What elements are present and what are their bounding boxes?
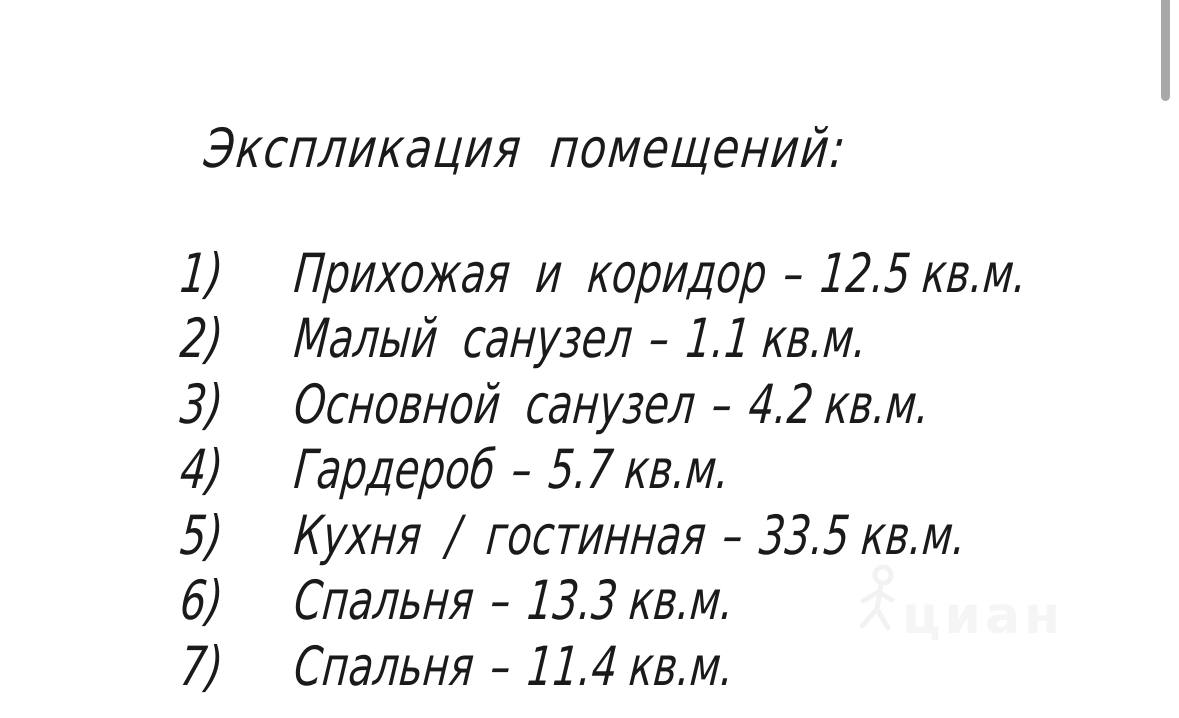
cian-person-icon [856,564,900,644]
room-number: 1) [177,242,226,305]
page-title: Экспликация помещений: [201,117,850,180]
room-area: 1.1 [683,307,754,370]
separator-dash: – [487,569,514,632]
room-area: 4.2 [746,373,817,436]
separator-dash: – [709,373,736,436]
room-area: 5.7 [546,438,616,501]
room-area: 11.4 [524,635,621,698]
room-entry [291,635,737,698]
separator-dash: – [780,242,807,305]
room-number: 2) [177,307,226,370]
room-list-item [0,438,1179,502]
room-area: 12.5 [817,242,914,305]
room-number: 4) [177,438,226,501]
room-list-item [0,242,1179,306]
room-list-item [0,373,1179,437]
separator-dash: – [487,635,514,698]
room-name: Спальня [291,569,477,632]
area-unit: кв.м. [822,373,933,436]
area-unit: кв.м. [858,504,969,567]
room-entry [291,307,870,370]
room-list-item [0,504,1179,568]
area-unit: кв.м. [626,635,737,698]
watermark-text: циан [902,586,1064,646]
room-area: 33.5 [756,504,853,567]
room-number: 6) [177,569,226,632]
room-entry [291,438,733,501]
area-unit: кв.м. [622,438,733,501]
room-entry [291,504,969,567]
room-name: Основной санузел [291,373,699,436]
room-list-item [0,307,1179,371]
separator-dash: – [646,307,673,370]
room-name: Малый санузел [291,307,636,370]
cian-watermark [850,562,1100,662]
room-name: Прихожая и коридор [291,242,770,305]
vertical-scrollbar-thumb[interactable] [1161,0,1170,101]
room-number: 3) [177,373,226,436]
room-entry [291,373,933,436]
room-number: 5) [177,504,226,567]
room-name: Спальня [291,635,477,698]
area-unit: кв.м. [919,242,1030,305]
room-name: Гардероб [291,438,498,501]
area-unit: кв.м. [759,307,870,370]
area-unit: кв.м. [626,569,737,632]
room-entry [291,569,737,632]
separator-dash: – [509,438,535,501]
separator-dash: – [719,504,746,567]
room-entry [291,242,1030,305]
room-area: 13.3 [524,569,621,632]
room-name: Кухня / гостинная [291,504,709,567]
room-number: 7) [177,635,226,698]
